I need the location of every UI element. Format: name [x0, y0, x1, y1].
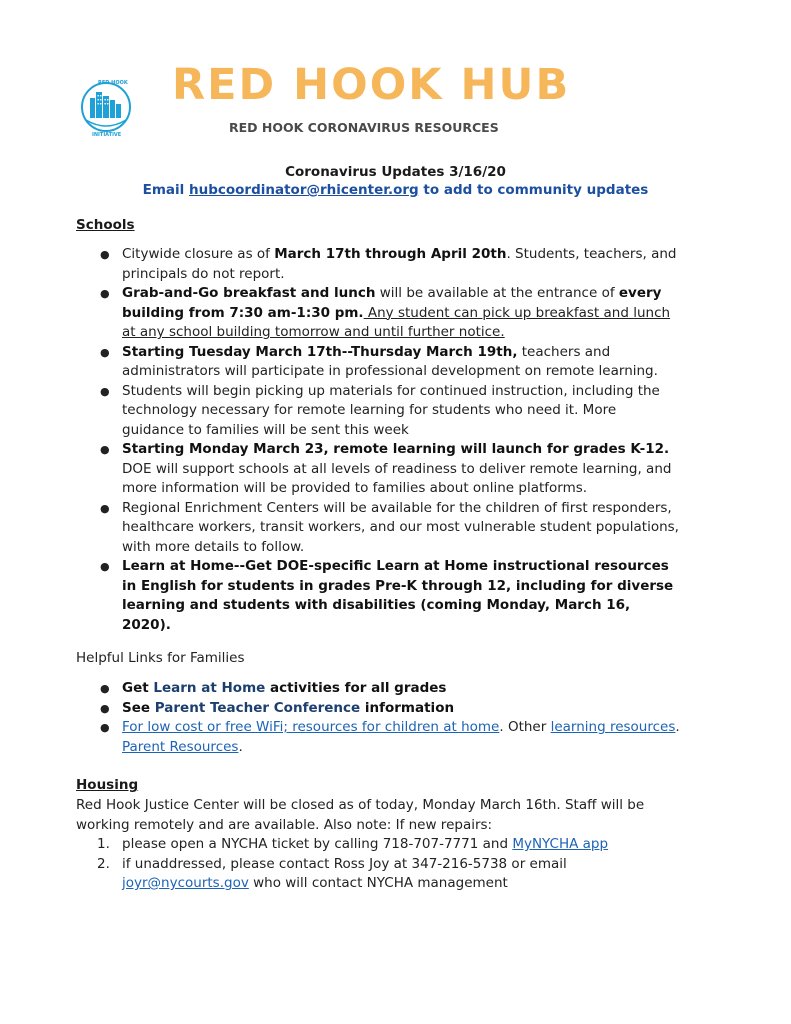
item-bold-text: Get: [122, 680, 154, 696]
logo-text-bottom: INITIATIVE: [92, 132, 122, 138]
list-item: [0, 855, 682, 894]
bullet-icon: ●: [100, 682, 110, 695]
bullet-icon: ●: [100, 287, 110, 300]
bullet-icon: ●: [100, 384, 110, 398]
item-number: 1.: [97, 836, 110, 852]
updates-title: Coronavirus Updates 3/16/20: [285, 164, 506, 180]
list-item: [0, 284, 682, 343]
housing-list: [0, 835, 682, 894]
item-bold-text: See: [122, 699, 155, 716]
list-item: [0, 835, 682, 855]
item-text: if unaddressed, please contact Ross Joy at 347-216-5738 or email: [122, 855, 567, 872]
parent-resources-link[interactable]: Parent Resources: [122, 738, 239, 755]
schools-heading: Schools: [76, 217, 135, 233]
list-item: [0, 499, 682, 558]
learn-at-home-link[interactable]: Learn at Home: [153, 680, 266, 696]
wifi-resources-link[interactable]: For low cost or free WiFi; resources for children at home: [122, 719, 500, 735]
item-text: Students will begin picking up materials for continued instruction, including the technology necessary for remote learning for students who need it. More guidance to families will be sent this week: [122, 382, 660, 438]
item-text: who will contact NYCHA management: [248, 875, 508, 891]
bullet-icon: ●: [100, 560, 110, 573]
hub-subtitle: RED HOOK CORONAVIRUS RESOURCES: [229, 120, 499, 135]
item-bold-text: every building from 7:30 am-1:30 pm.: [122, 285, 662, 321]
list-item: [0, 440, 682, 499]
red-hook-initiative-logo: [78, 74, 134, 140]
item-text: . Students, teachers, and principals do not report.: [122, 246, 677, 282]
learning-resources-link[interactable]: learning resources: [550, 719, 676, 735]
helpful-links-list: [0, 679, 682, 757]
list-item: [0, 382, 682, 441]
item-text: .: [238, 738, 243, 755]
item-bold-text: Starting Tuesday March 17th--Thursday March 19th,: [122, 343, 518, 360]
email-link[interactable]: hubcoordinator@rhicenter.org: [189, 182, 419, 198]
parent-teacher-conference-link[interactable]: Parent Teacher Conference: [154, 699, 361, 716]
item-text: . Other: [499, 719, 551, 735]
list-item: [0, 699, 682, 719]
item-text: will be available at the entrance of: [375, 285, 619, 301]
list-item: [0, 718, 682, 757]
bullet-icon: ●: [100, 501, 110, 515]
bullet-icon: ●: [100, 721, 110, 734]
item-text: .: [675, 719, 680, 735]
joyr-email-link[interactable]: joyr@nycourts.gov: [122, 875, 249, 891]
bullet-icon: ●: [100, 701, 110, 715]
list-item: [0, 245, 682, 284]
list-item: [0, 343, 682, 382]
item-text: DOE will support schools at all levels of readiness to deliver remote learning, and more information will be provided to families about online platforms.: [122, 460, 672, 496]
item-bold-text: activities for all grades: [265, 680, 447, 696]
housing-body: Red Hook Justice Center will be closed as of today, Monday March 16th. Staff will be working remotely and are available. Also note: If new repairs:: [76, 797, 645, 833]
list-item: [0, 679, 682, 699]
item-text: please open a NYCHA ticket by calling 718-707-7771 and: [122, 836, 513, 852]
mynycha-app-link[interactable]: MyNYCHA app: [512, 836, 609, 852]
housing-heading: Housing: [76, 777, 139, 793]
hub-title: RED HOOK HUB: [172, 60, 571, 110]
item-bold-text: Starting Monday March 23, remote learning will launch for grades K-12.: [122, 441, 670, 457]
item-bold-text: March 17th through April 20th: [274, 246, 507, 262]
item-bold-text: Learn at Home--Get DOE-specific Learn at Home instructional resources in English for students in grades Pre-K through 12, including for diverse learning and students with disabilities (coming Monday, March 16, 2020).: [122, 558, 674, 633]
email-suffix: to add to community updates: [418, 182, 649, 198]
item-bold-text: information: [360, 699, 455, 716]
helpful-links-heading: Helpful Links for Families: [76, 650, 245, 666]
item-text: teachers and administrators will participate in professional development on remote learning.: [122, 343, 658, 379]
logo-text-top: RED HOOK: [98, 80, 128, 86]
item-underlined-text: Any student can pick up breakfast and lunch at any school building tomorrow and until further notice.: [122, 304, 671, 340]
item-text: Regional Enrichment Centers will be available for the children of first responders, healthcare workers, transit workers, and our most vulnerable student populations, with more details to follow.: [122, 499, 679, 555]
list-item: [0, 557, 682, 635]
item-number: 2.: [97, 855, 110, 872]
bullet-icon: ●: [100, 443, 110, 456]
bullet-icon: ●: [100, 345, 110, 359]
item-text: Citywide closure as of: [122, 246, 275, 262]
email-prefix: Email: [142, 182, 189, 198]
email-line: [0, 182, 791, 198]
item-bold-text: Grab-and-Go breakfast and lunch: [122, 285, 376, 301]
schools-list: [0, 245, 682, 635]
bullet-icon: ●: [100, 248, 110, 261]
